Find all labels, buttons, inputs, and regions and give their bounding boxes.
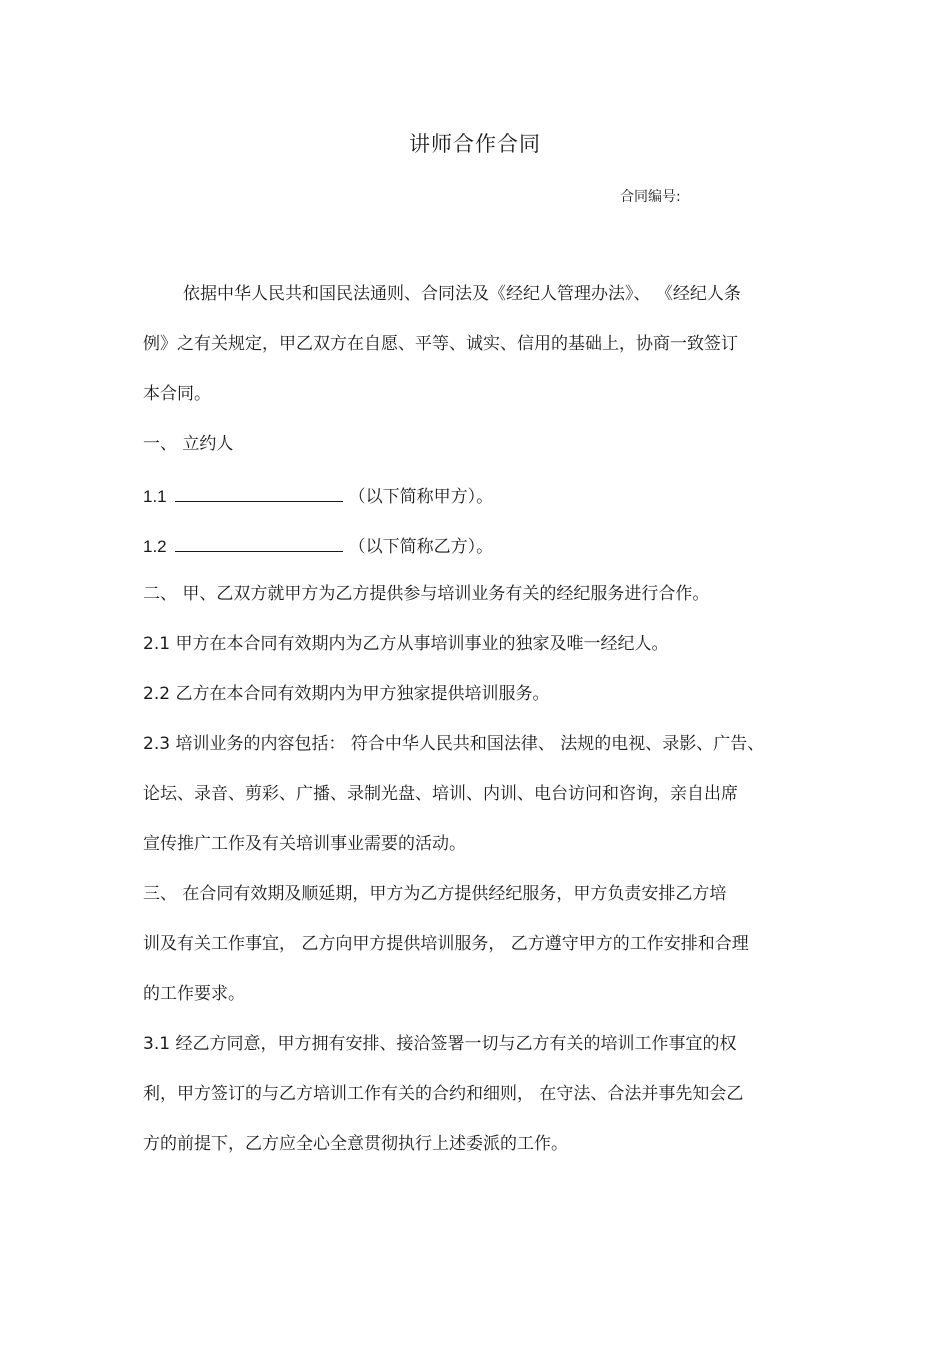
clause-3-1-line-3: 方的前提下，乙方应全心全意贯彻执行上述委派的工作。 bbox=[143, 1134, 568, 1154]
clause-2-3-line-1: 2.3 培训业务的内容包括： 符合中华人民共和国法律、 法规的电视、录影、广告、 bbox=[143, 734, 765, 754]
clause-2-2: 2.2 乙方在本合同有效期内为甲方独家提供培训服务。 bbox=[143, 684, 550, 704]
clause-number: 1.2 bbox=[143, 537, 167, 556]
clause-2-3-line-3: 宣传推广工作及有关培训事业需要的活动。 bbox=[143, 834, 466, 854]
clause-number: 1.1 bbox=[143, 487, 167, 506]
clause-3-1-line-2: 利，甲方签订的与乙方培训工作有关的合约和细则， 在守法、合法并事先知会乙 bbox=[143, 1084, 744, 1104]
clause-text: （以下简称甲方）。 bbox=[348, 487, 494, 507]
section-3-line-3: 的工作要求。 bbox=[143, 984, 245, 1004]
section-1-heading: 一、 立约人 bbox=[143, 434, 234, 454]
clause-1-2 bbox=[143, 533, 493, 558]
clause-1-1 bbox=[143, 483, 493, 508]
section-3-line-2: 训及有关工作事宜， 乙方向甲方提供培训服务， 乙方遵守甲方的工作安排和合理 bbox=[143, 934, 749, 954]
party-b-blank-field[interactable] bbox=[175, 533, 343, 552]
section-2-heading: 二、 甲、乙双方就甲方为乙方提供参与培训业务有关的经纪服务进行合作。 bbox=[143, 584, 710, 604]
contract-number-label: 合同编号: bbox=[620, 189, 681, 205]
section-3-line-1: 三、 在合同有效期及顺延期，甲方为乙方提供经纪服务，甲方负责安排乙方培 bbox=[143, 884, 727, 904]
preamble-line-3: 本合同。 bbox=[143, 384, 211, 404]
clause-2-1: 2.1 甲方在本合同有效期内为乙方从事培训事业的独家及唯一经纪人。 bbox=[143, 634, 669, 654]
party-a-blank-field[interactable] bbox=[175, 483, 343, 502]
preamble-line-2: 例》之有关规定，甲乙双方在自愿、平等、诚实、信用的基础上，协商一致签订 bbox=[143, 334, 738, 354]
clause-text: （以下简称乙方）。 bbox=[348, 537, 494, 557]
clause-3-1-line-1: 3.1 经乙方同意，甲方拥有安排、接洽签署一切与乙方有关的培训工作事宜的权 bbox=[143, 1034, 737, 1054]
page-title: 讲师合作合同 bbox=[409, 132, 541, 156]
preamble-line-1: 依据中华人民共和国民法通则、合同法及《经纪人管理办法》、 《经纪人条 bbox=[183, 284, 741, 304]
clause-2-3-line-2: 论坛、录音、剪彩、广播、录制光盘、培训、内训、电台访问和咨询，亲自出席 bbox=[143, 784, 738, 804]
